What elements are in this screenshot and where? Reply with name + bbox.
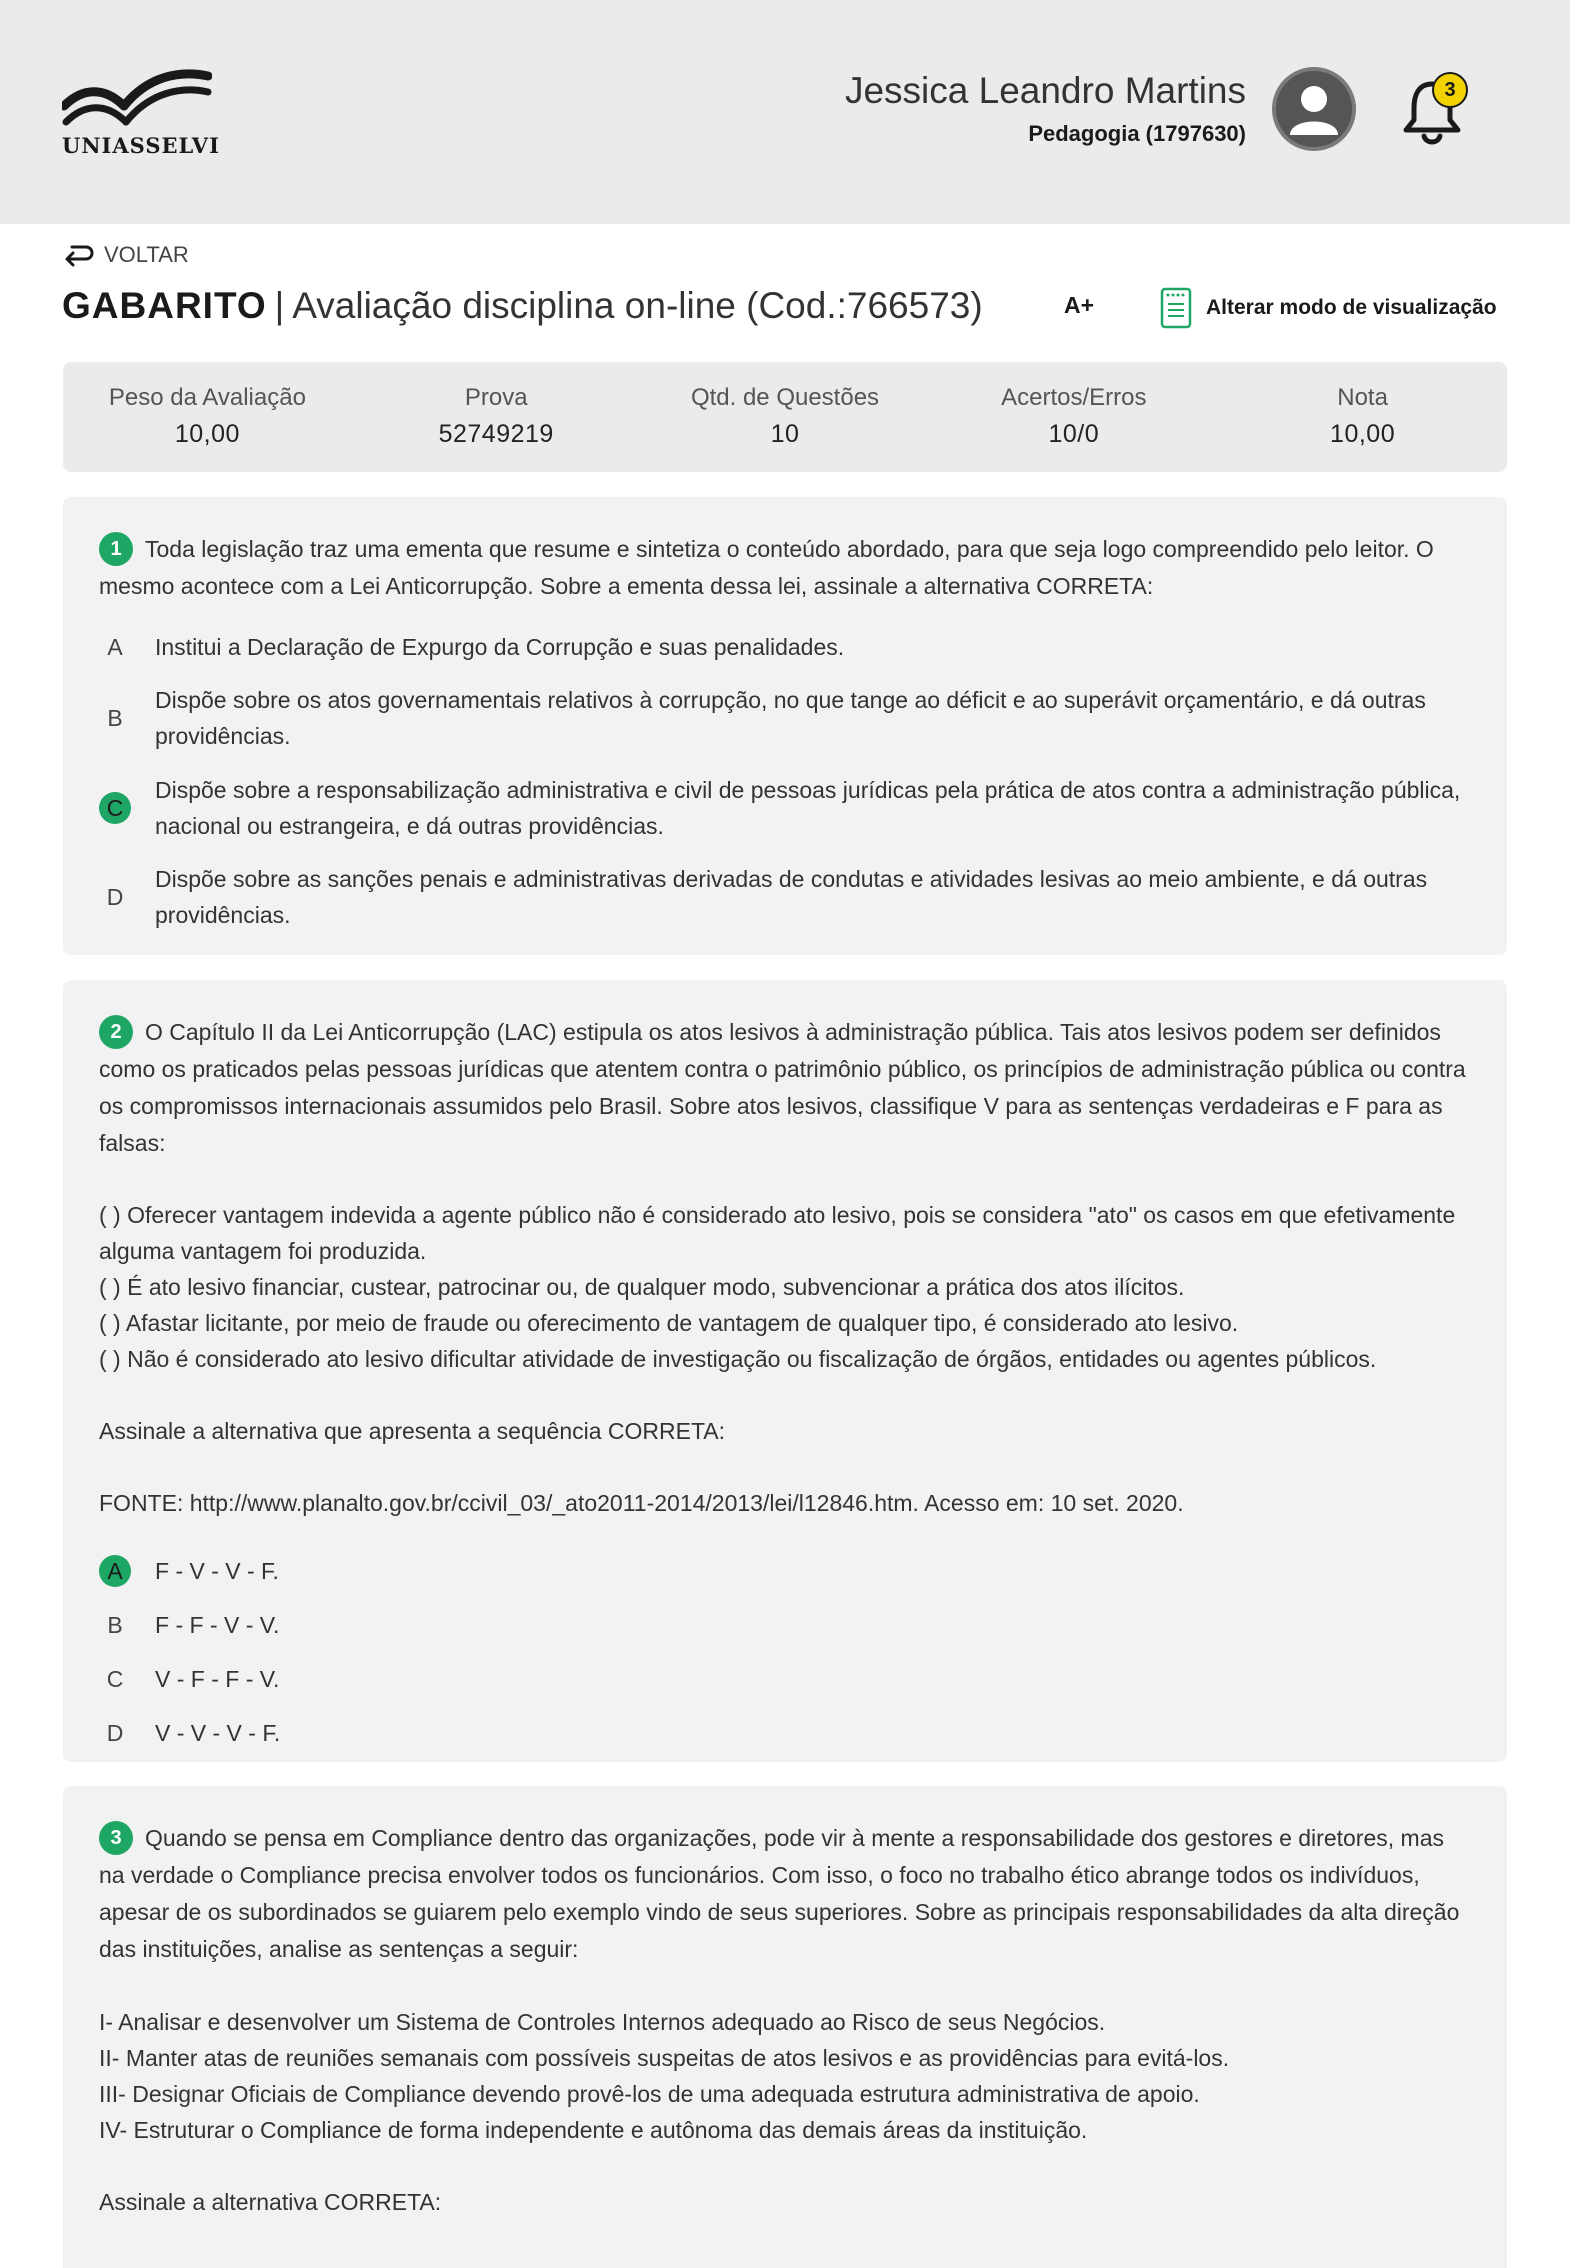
summary-weight bbox=[63, 362, 352, 472]
option-text: Dispõe sobre os atos governamentais relativos à corrupção, no que tange ao déficit e ao superávit orçamentário, e dá outras providências. bbox=[155, 687, 1426, 749]
summary-label: Nota bbox=[1337, 384, 1388, 411]
option-text: F - F - V - V. bbox=[155, 1612, 280, 1638]
question-card-1 bbox=[63, 497, 1507, 955]
return-arrow-icon bbox=[64, 241, 96, 269]
question-number-badge: 2 bbox=[99, 1015, 133, 1049]
user-course: Pedagogia (1797630) bbox=[1028, 121, 1246, 146]
logo-book-icon bbox=[62, 66, 212, 128]
option-text: V - F - F - V. bbox=[155, 1666, 280, 1692]
summary-value: 10 bbox=[770, 420, 800, 448]
back-label: VOLTAR bbox=[104, 242, 189, 267]
statement-item: ( ) É ato lesivo financiar, custear, patrocinar ou, de qualquer modo, subvencionar a prática dos atos ilícitos. bbox=[99, 1274, 1185, 1300]
notification-count-badge: 3 bbox=[1432, 72, 1468, 108]
summary-exam bbox=[352, 362, 641, 472]
user-icon bbox=[1276, 71, 1352, 147]
title-separator: | bbox=[274, 285, 285, 326]
statement-item: III- Designar Oficiais de Compliance devendo provê-los de uma adequada estrutura administrativa de apoio. bbox=[99, 2081, 1200, 2107]
option-letter: A bbox=[107, 634, 123, 660]
summary-value: 10/0 bbox=[1048, 420, 1100, 448]
option-letter-correct: C bbox=[99, 792, 131, 824]
question-statement: O Capítulo II da Lei Anticorrupção (LAC) estipula os atos lesivos à administração pública. Tais atos lesivos podem ser definidos como os praticados pelas pessoas jurídicas que atentem contra o patrimônio público, os princípios de administração pública ou contra os compromissos internacionais assumidos pelo Brasil. Sobre atos lesivos, classifique V para as sentenças verdadeiras e F para as falsas: bbox=[99, 1019, 1466, 1156]
option-text: F - V - V - F. bbox=[155, 1558, 279, 1584]
answer-option[interactable] bbox=[99, 1661, 1471, 1697]
view-mode-label: Alterar modo de visualização bbox=[1206, 296, 1497, 319]
summary-value: 10,00 bbox=[174, 420, 240, 448]
answer-option-correct[interactable] bbox=[99, 1553, 1471, 1589]
question-card-2 bbox=[63, 980, 1507, 1762]
question-number-badge: 1 bbox=[99, 532, 133, 566]
statement-item: ( ) Oferecer vantagem indevida a agente público não é considerado ato lesivo, pois se considera "ato" os casos em que efetivamente alguma vantagem foi produzida. bbox=[99, 1202, 1456, 1264]
document-list-icon bbox=[1160, 287, 1192, 329]
summary-label: Qtd. de Questões bbox=[690, 384, 880, 411]
statement-item: ( ) Afastar licitante, por meio de fraude ou oferecimento de vantagem de qualquer tipo, é considerado ato lesivo. bbox=[99, 1310, 1239, 1336]
answer-option[interactable] bbox=[99, 629, 1471, 665]
answer-option[interactable] bbox=[99, 1607, 1471, 1643]
statement-list bbox=[99, 1197, 1471, 1377]
answer-option-correct[interactable] bbox=[99, 772, 1471, 844]
question-text bbox=[99, 1014, 1471, 1162]
question-statement: Toda legislação traz uma ementa que resume e sintetiza o conteúdo abordado, para que seja logo compreendido pelo leitor. O mesmo acontece com a Lei Anticorrupção. Sobre a ementa dessa lei, assinale a alternativa CORRETA: bbox=[99, 536, 1434, 599]
statement-list bbox=[99, 2004, 1471, 2148]
back-button[interactable] bbox=[64, 238, 189, 272]
title-gabarito: GABARITO bbox=[62, 285, 267, 326]
view-mode-button[interactable] bbox=[1160, 287, 1497, 329]
summary-value: 52749219 bbox=[438, 420, 554, 448]
option-letter: C bbox=[106, 1666, 124, 1692]
option-letter-correct: A bbox=[99, 1555, 131, 1587]
avatar[interactable] bbox=[1272, 67, 1356, 151]
summary-hits-misses bbox=[929, 362, 1218, 472]
assessment-summary bbox=[63, 362, 1507, 472]
top-header bbox=[0, 0, 1570, 224]
question-text bbox=[99, 1820, 1471, 1968]
statement-item: II- Manter atas de reuniões semanais com possíveis suspeitas de atos lesivos e as providências para evitá-los. bbox=[99, 2045, 1230, 2071]
uniasselvi-logo[interactable] bbox=[62, 66, 220, 161]
summary-label: Prova bbox=[464, 384, 528, 411]
answer-option[interactable] bbox=[99, 1715, 1471, 1751]
summary-question-count bbox=[641, 362, 930, 472]
option-text: Institui a Declaração de Expurgo da Corrupção e suas penalidades. bbox=[155, 634, 845, 660]
option-letter: B bbox=[107, 1612, 123, 1638]
summary-value: 10,00 bbox=[1330, 420, 1396, 448]
user-name: Jessica Leandro Martins bbox=[844, 70, 1246, 111]
question-instruction: Assinale a alternativa que apresenta a sequência CORRETA: bbox=[99, 1418, 726, 1444]
option-text: V - V - V - F. bbox=[155, 1720, 281, 1746]
option-letter: D bbox=[106, 1720, 124, 1746]
option-text: Dispõe sobre a responsabilização administrativa e civil de pessoas jurídicas pela prática de atos contra a administração pública, nacional ou estrangeira, e dá outras providências. bbox=[155, 777, 1461, 839]
answer-option[interactable] bbox=[99, 861, 1471, 933]
option-letter: D bbox=[106, 884, 124, 910]
question-text bbox=[99, 531, 1471, 605]
answer-option[interactable] bbox=[99, 682, 1471, 754]
summary-label: Peso da Avaliação bbox=[108, 384, 306, 411]
question-statement: Quando se pensa em Compliance dentro das organizações, pode vir à mente a responsabilidade dos gestores e diretores, mas na verdade o Compliance precisa envolver todos os funcionários. Com isso, o foco no trabalho ético abrange todos os indivíduos, apesar de os subordinados se guiarem pelo exemplo vindo de seus superiores. Sobre as principais responsabilidades da alta direção das instituições, analise as sentenças a seguir: bbox=[99, 1825, 1460, 1962]
summary-label: Acertos/Erros bbox=[1001, 384, 1147, 411]
statement-item: I- Analisar e desenvolver um Sistema de Controles Internos adequado ao Risco de seus Negócios. bbox=[99, 2009, 1106, 2035]
question-card-3 bbox=[63, 1786, 1507, 2268]
title-assessment: Avaliação disciplina on-line (Cod.:766573) bbox=[292, 285, 983, 326]
statement-item: ( ) Não é considerado ato lesivo dificultar atividade de investigação ou fiscalização de órgãos, entidades ou agentes públicos. bbox=[99, 1346, 1377, 1372]
page-title bbox=[62, 285, 983, 327]
option-text: Dispõe sobre as sanções penais e administrativas derivadas de condutas e atividades lesivas ao meio ambiente, e dá outras providências. bbox=[155, 866, 1428, 928]
question-instruction: Assinale a alternativa CORRETA: bbox=[99, 2189, 442, 2215]
question-number-badge: 3 bbox=[99, 1821, 133, 1855]
logo-text: UNIASSELVI bbox=[62, 133, 220, 158]
summary-grade bbox=[1218, 362, 1507, 472]
option-letter: B bbox=[107, 705, 123, 731]
question-source: FONTE: http://www.planalto.gov.br/ccivil_03/_ato2011-2014/2013/lei/l12846.htm. Acesso em: 10 set. 2020. bbox=[99, 1490, 1184, 1516]
increase-font-button[interactable]: A+ bbox=[1064, 292, 1095, 318]
statement-item: IV- Estruturar o Compliance de forma independente e autônoma das demais áreas da instituição. bbox=[99, 2117, 1088, 2143]
